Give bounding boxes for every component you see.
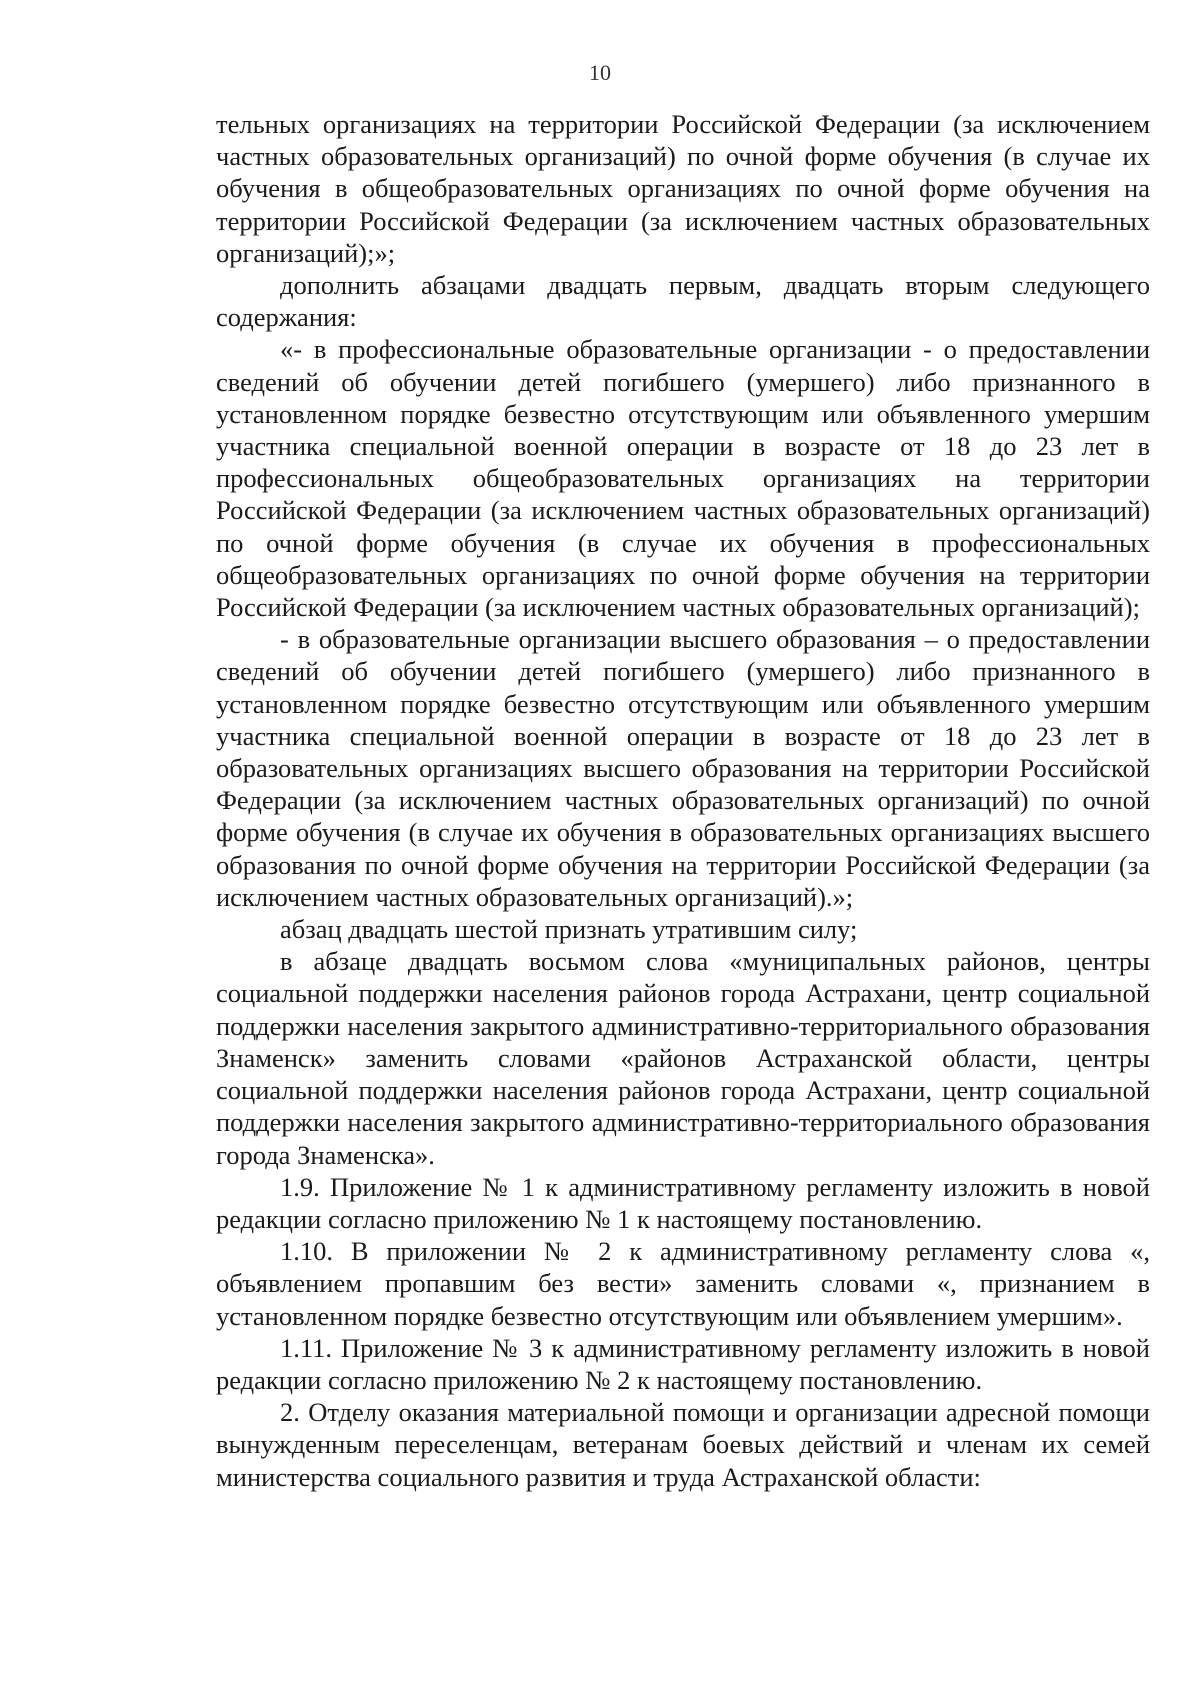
paragraph-26-repealed: абзац двадцать шестой признать утратившим силу; bbox=[280, 914, 858, 945]
clause-2: 2. Отделу оказания материальной помощи и организации адресной помощи вынужденным переселенцам, ветеранам боевых действий и членам их семей министерства социального развития и труда Астраханской области: bbox=[216, 1397, 1150, 1492]
paragraph-continuation: тельных организациях на территории Российской Федерации (за исключением частных образовательных организаций) по очной форме обучения (в случае их обучения в общеобразовательных организациях по очной форме обучения на территории Российской Федерации (за исключением частных образовательных организаций);»; bbox=[216, 109, 1150, 268]
paragraph-professional-orgs: «- в профессиональные образовательные организации - о предоставлении сведений об обучении детей погибшего (умершего) либо признанного в установленном порядке безвестно отсутствующим или объявленного умершим участника специальной военной операции в возрасте от 18 до 23 лет в профессиональных общеобразовательных организациях на территории Российской Федерации (за исключением частных образовательных организаций) по очной форме обучения (в случае их обучения в профессиональных общеобразовательных организациях по очной форме обучения на территории Российской Федерации (за исключением частных образовательных организаций); bbox=[216, 334, 1150, 623]
document-body bbox=[216, 108, 1150, 1493]
clause-1-10: 1.10. В приложении № 2 к административному регламенту слова «, объявлением пропавшим без вести» заменить словами «, признанием в установленном порядке безвестно отсутствующим или объявлением умершим». bbox=[216, 1236, 1150, 1331]
paragraph-add-paragraphs: дополнить абзацами двадцать первым, двадцать вторым следующего содержания: bbox=[216, 270, 1150, 333]
paragraph-28-amendment: в абзаце двадцать восьмом слова «муниципальных районов, центры социальной поддержки населения районов города Астрахани, центр социальной поддержки населения закрытого административно-территориального образования Знаменск» заменить словами «районов Астраханской области, центры социальной поддержки населения районов города Астрахани, центр социальной поддержки населения закрытого административно-территориального образования города Знаменска». bbox=[216, 946, 1150, 1170]
clause-1-11: 1.11. Приложение № 3 к административному регламенту изложить в новой редакции согласно приложению № 2 к настоящему постановлению. bbox=[216, 1332, 1150, 1395]
paragraph-higher-education-orgs: - в образовательные организации высшего образования – о предоставлении сведений об обучении детей погибшего (умершего) либо признанного в установленном порядке безвестно отсутствующим или объявленного умершим участника специальной военной операции в возрасте от 18 до 23 лет в образовательных организациях высшего образования на территории Российской Федерации (за исключением частных образовательных организаций) по очной форме обучения (в случае их обучения в образовательных организациях высшего образования по очной форме обучения на территории Российской Федерации (за исключением частных образовательных организаций).»; bbox=[216, 624, 1150, 912]
page-number: 10 bbox=[589, 60, 611, 85]
clause-1-9: 1.9. Приложение № 1 к административному регламенту изложить в новой редакции согласно приложению № 1 к настоящему постановлению. bbox=[216, 1171, 1150, 1234]
